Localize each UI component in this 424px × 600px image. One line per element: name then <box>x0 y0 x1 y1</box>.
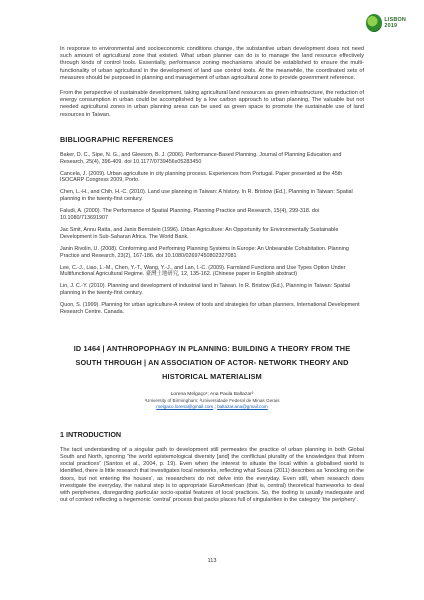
body-paragraph: From the perspective of sustainable development, taking agricultural land resources as green infrastructure, the reduction of energy consumption in urban could be accomplished by a low carbon approach to urban planning. The valuable but not needed agricultural zones in urban planning areas can be used as green space to promote the sustainable use of land resources in Taiwan. <box>60 90 365 118</box>
reference-item: Quon, S. (1999). Planning for urban agriculture-A review of tools and strategies for urban planners. International Development Research Centre. Canada. <box>60 302 360 315</box>
reference-item: Chen, L.-H., and Chih, H.-C. (2010). Land use planning in Taiwan: A history. In R. Bristow (Ed.), Planning in Taiwan: Spatial planning in the twenty-first century. <box>60 189 353 203</box>
introduction-heading: 1 INTRODUCTION <box>60 429 122 439</box>
paper-emails <box>60 404 364 410</box>
globe-icon <box>366 14 382 32</box>
logo-text-line1: LISBON <box>384 17 406 23</box>
reference-item: Janin Rivolin, U. (2008). Conforming and Performing Planning Systems in Europe: An Unbearable Cohabitation. Planning Practice and Research, 23(2), 167-186. doi 10.1080/02697450802327081 <box>60 245 349 259</box>
main-content <box>60 46 364 513</box>
conference-logo <box>366 8 406 38</box>
reference-list <box>60 152 364 316</box>
reference-item: Faludi, A. (2000). The Performance of Spatial Planning. Planning Practice and Research, 15(4), 299-318. doi 10.1080/713691907 <box>60 208 320 221</box>
reference-item: Jac Smit, Annu Ratta, and Janis Bernstein (1996). Urban Agriculture: An Opportunity for Environmentally Sustainable Development in Sub-Saharan Africa. The World Bank. <box>60 226 339 240</box>
logo-text <box>384 17 406 29</box>
body-paragraph: In response to environmental and socioeconomic conditions change, the substantive urban development does not need such amount of agricultural zone that existed. What urban planner can do is to manage the land resource effectively through kinds of control tools. Essentially, performance zoning mechanisms should be established to ensure the multi-functionality of urban agricultural in the development of land use control tools. At the meanwhile, the coordinated sets of measures should be purposed in planning and management of urban agricultural zone to provide government reference. <box>60 46 364 81</box>
paper-title: ID 1464 | ANTHROPOPHAGY IN PLANNING: BUILDING A THEORY FROM THE SOUTH THROUGH | AN ASSOCIATION OF ACTOR- NETWORK THEORY AND HISTORICAL MATERIALISM <box>73 343 351 381</box>
reference-item: Lee, C.-J., Liao, L.-M., Chen, Y.-T., Wang, Y.-J., and Lan, I.-C. (2009). Farmland Functions and Use Types Option Under Multifunctional Agricultural Regime. 臺灣土地研究, 12, 135-162. (Chinese paper in English abstract) <box>60 264 346 278</box>
paper-authors: Lorena Melgaço¹; Ana Paula Baltazar² <box>170 391 254 397</box>
email-link-1[interactable]: melgaco.lorena@gmail.com <box>156 403 214 409</box>
logo-text-line2: 2019 <box>384 23 398 29</box>
reference-item: Baker, D. C., Sipe, N. G., and Gleeson, B. J. (2006). Performance-Based Planning. Journal of Planning Education and Research, 25(4), 396-409. doi 10.1177/0739456x05283450 <box>60 151 342 165</box>
page-number: 113 <box>207 558 217 564</box>
reference-item: Cancela, J. (2009). Urban agriculture in city planning process. Experiences from Portugal. Paper presented at the 45th ISOCARP Congress 2009, Porto. <box>60 170 343 184</box>
bibliography-heading: BIBLIOGRAPHIC REFERENCES <box>60 134 174 144</box>
reference-item: Lin, J. C.-Y. (2010). Planning and development of industrial land in Taiwan. In R. Bristow (Ed.), Planning in Taiwan: Spatial planning in the twenty-first century. <box>60 283 351 297</box>
email-link-2[interactable]: baltazar.ana@gmail.com <box>217 403 268 409</box>
introduction-paragraph: The tacit understanding of a singular path to development still permeates the practice of urban planning in both Global South and North, ignoring “the world epistemological diversity [and] the conflictual plurality of the knowledges that inform social practices” (Santos et al., 2004, p. 19). Even when the interest to situate the local within a globalised world is identified, there is little research that investigates local networks, reflecting what Souza (2011) describes as ‘knocking on the doors, but not entering the houses’, as researchers do not delve into the everyday. Even still, when research does investigate the everyday, the natural step is to appropriate EuroAmerican (that is, central) theoretical frameworks to deal with peripheries, disregarding particular socio-spatial features of local practices. So, the tooling is usually inadequate and out of context reflecting a hegemonic ‘central’ process that packs places full of singularities in the category ‘the periphery’. <box>60 446 364 504</box>
email-separator: ; <box>213 403 218 409</box>
paper-affiliations: ¹University of Birmingham; ²Universidade Federal de Minas Gerais <box>144 397 280 403</box>
